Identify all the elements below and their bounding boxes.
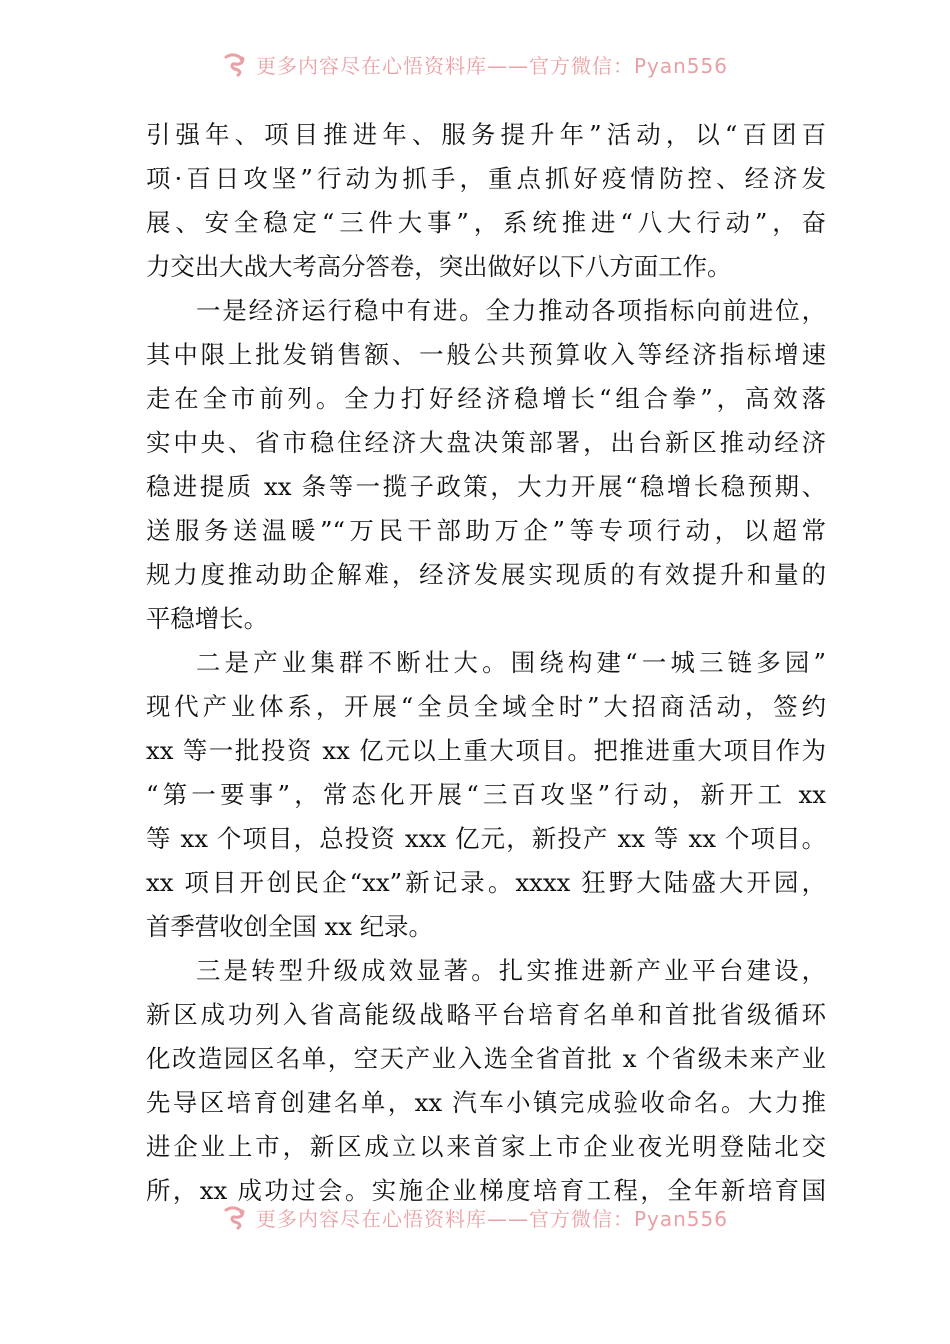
text-line: 力交出大战大考高分答卷，突出做好以下八方面工作。 — [146, 252, 732, 281]
text-line: 所，xx 成功过会。实施企业梯度培育工程，全年新培育国 — [146, 1176, 826, 1205]
text-line: 进企业上市，新区成立以来首家上市企业夜光明登陆北交 — [146, 1132, 826, 1161]
text-line: 三是转型升级成效显著。扎实推进新产业平台建设， — [196, 956, 826, 985]
footer-watermark — [0, 1206, 950, 1240]
text-line: 先导区培育创建名单，xx 汽车小镇完成验收命名。大力推 — [146, 1088, 826, 1117]
ribbon-logo-icon — [222, 53, 248, 77]
text-line: xx 项目开创民企“xx”新记录。xxxx 狂野大陆盛大开园， — [146, 868, 826, 897]
text-line: 新区成功列入省高能级战略平台培育名单和首批省级循环 — [146, 1000, 826, 1029]
text-line: 首季营收创全国 xx 纪录。 — [146, 912, 433, 941]
ribbon-logo-icon — [222, 1206, 248, 1230]
header-watermark — [0, 53, 950, 87]
text-line: 送服务送温暖”“万民干部助万企”等专项行动，以超常 — [146, 516, 826, 545]
text-line: 稳进提质 xx 条等一揽子政策，大力开展“稳增长稳预期、 — [146, 472, 826, 501]
text-line: 二是产业集群不断壮大。围绕构建“一城三链多园” — [196, 648, 826, 677]
watermark-group — [222, 1206, 728, 1232]
text-line: 等 xx 个项目，总投资 xxx 亿元，新投产 xx 等 xx 个项目。 — [146, 824, 826, 853]
text-line: 走在全市前列。全力打好经济稳增长“组合拳”，高效落 — [146, 384, 826, 413]
watermark-group — [222, 53, 728, 79]
watermark-text: 更多内容尽在心悟资料库——官方微信：Pyan556 — [255, 53, 728, 78]
text-line: 实中央、省市稳住经济大盘决策部署，出台新区推动经济 — [146, 428, 826, 457]
text-line: xx 等一批投资 xx 亿元以上重大项目。把推进重大项目作为 — [146, 736, 826, 765]
text-line: “第一要事”，常态化开展“三百攻坚”行动，新开工 xx — [146, 780, 826, 809]
text-line: 展、安全稳定“三件大事”，系统推进“八大行动”，奋 — [146, 208, 826, 237]
watermark-text: 更多内容尽在心悟资料库——官方微信：Pyan556 — [255, 1206, 728, 1231]
text-line: 项·百日攻坚”行动为抓手，重点抓好疫情防控、经济发 — [146, 164, 826, 193]
text-line: 其中限上批发销售额、一般公共预算收入等经济指标增速 — [146, 340, 826, 369]
text-line: 引强年、项目推进年、服务提升年”活动，以“百团百 — [146, 120, 826, 149]
document-body — [146, 113, 826, 1213]
text-line: 规力度推动助企解难，经济发展实现质的有效提升和量的 — [146, 560, 826, 589]
text-line: 平稳增长。 — [146, 604, 268, 633]
text-line: 一是经济运行稳中有进。全力推动各项指标向前进位， — [196, 296, 826, 325]
text-line: 化改造园区名单，空天产业入选全省首批 x 个省级未来产业 — [146, 1044, 826, 1073]
text-line: 现代产业体系，开展“全员全域全时”大招商活动，签约 — [146, 692, 826, 721]
